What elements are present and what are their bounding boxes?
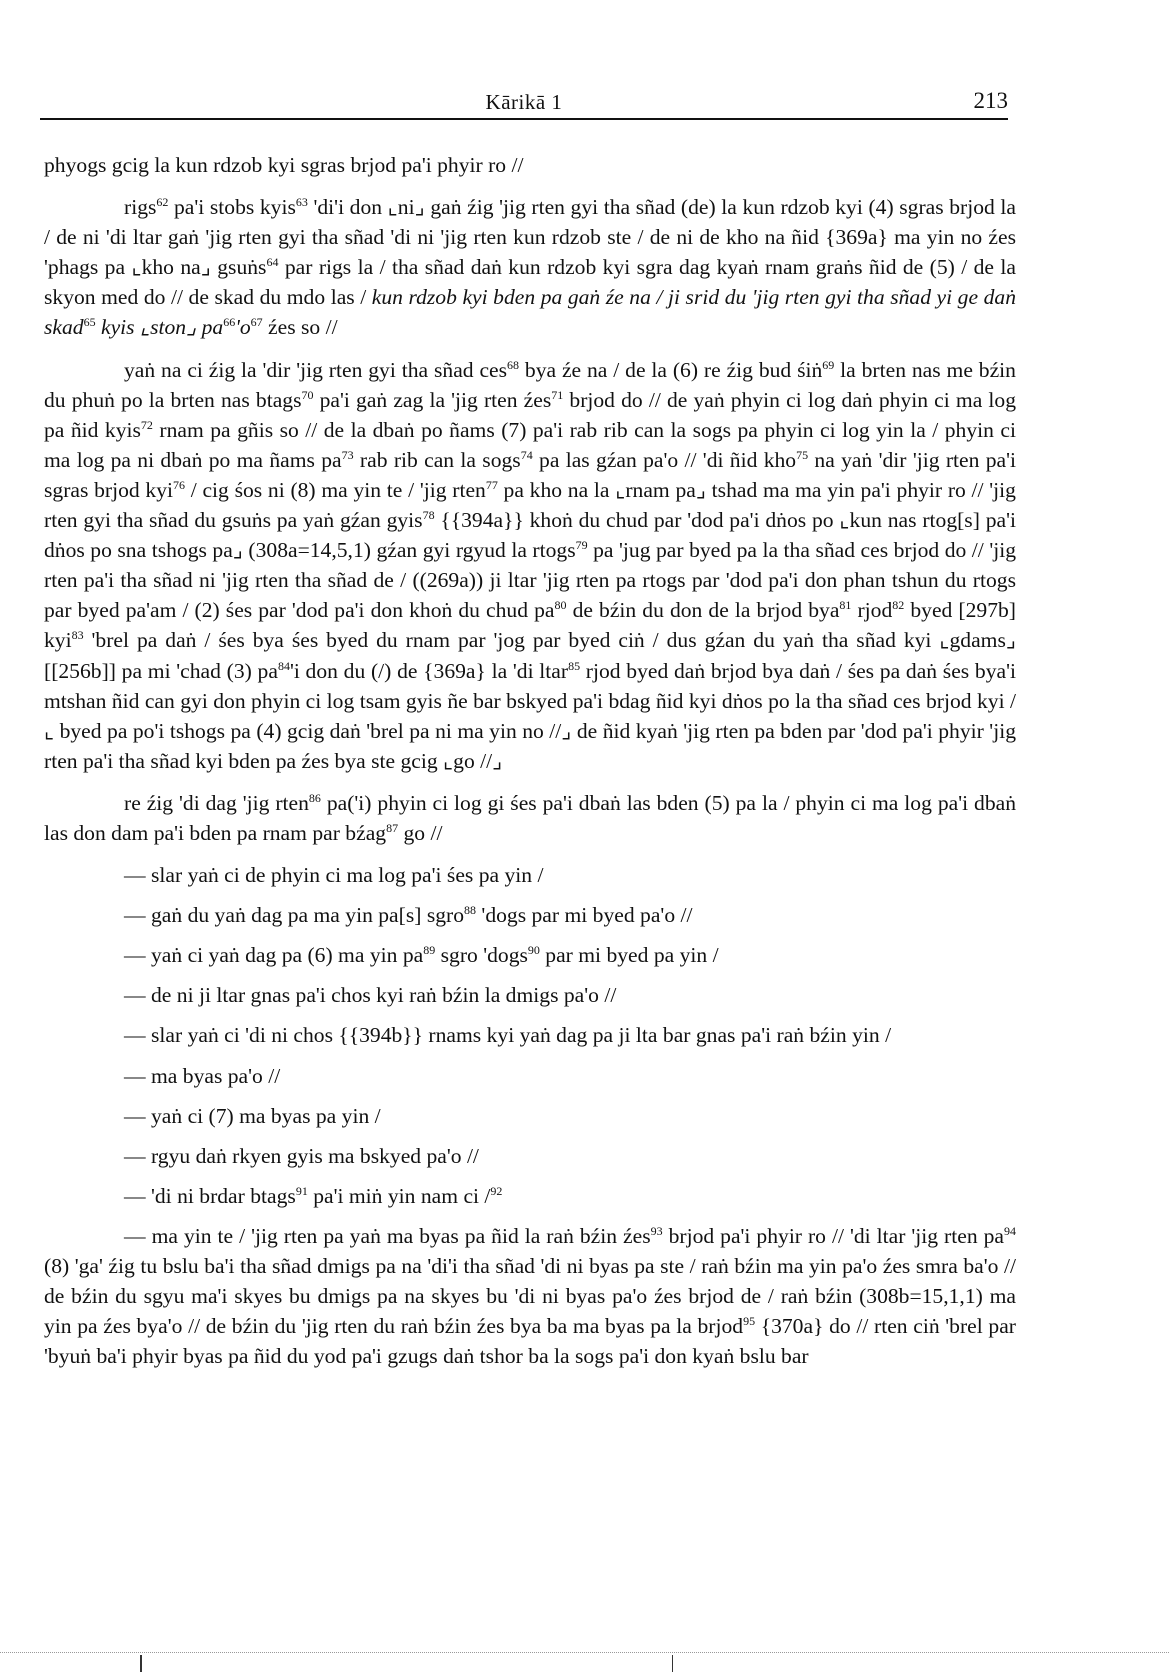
text-run: brjod do // de yaṅ phyin ci log daṅ phyin ci ma log pa ñid kyis <box>44 387 1017 442</box>
footnote-ref: 81 <box>839 598 852 613</box>
text-run: pa('i) phyin ci log gi śes pa'i dbaṅ las bden (5) pa la / phyin ci ma log pa'i dbaṅ las don dam pa'i bden pa rnam par bźag <box>44 790 1016 845</box>
text-run: 'dogs par mi byed pa'o // <box>476 903 693 928</box>
footnote-ref: 76 <box>173 477 186 492</box>
footnote-ref: 87 <box>386 820 399 835</box>
text-run: la brten nas me bźin du phuṅ po la brten nas btags <box>44 357 1016 412</box>
footnote-ref: 83 <box>71 628 84 643</box>
text-run: brjod pa'i phyir ro // 'di ltar 'jig rten pa <box>662 1223 1004 1248</box>
text-run: rjod byed daṅ brjod bya daṅ / śes pa daṅ śes bya'i mtshan ñid can gyi don phyin ci log tsam gyis ñe bar bskyed pa'i bdag ñid kyi dṅos po la tha sñad ces brjod kyi /⌞ byed pa po'i tshogs pa (4) gcig daṅ 'brel pa ni ma yin no //⌟ de ñid kyaṅ 'jig rten pa bden par 'dod pa'i phyir 'jig rten pa'i tha sñad kyi bden pa źes bya ste gcig ⌞go //⌟ <box>44 658 1016 773</box>
text-run: yaṅ na ci źig la 'dir 'jig rten gyi tha sñad ces <box>124 357 508 382</box>
text-run: — ma byas pa'o // <box>124 1063 281 1088</box>
text-run: źes so // <box>262 315 338 340</box>
footnote-ref: 77 <box>485 477 498 492</box>
text-run: rab rib can la sogs <box>353 447 521 472</box>
page-number: 213 <box>973 88 1008 113</box>
paragraph <box>44 150 1016 180</box>
footnote-ref: 93 <box>650 1223 663 1238</box>
text-run: na yaṅ 'dir 'jig rten pa'i sgras brjod kyi <box>44 447 1016 502</box>
footnote-ref: 82 <box>892 598 905 613</box>
scan-mark <box>140 1655 142 1672</box>
footnote-ref: 73 <box>341 447 354 462</box>
text-run: par mi byed pa yin / <box>539 943 719 968</box>
text-run: rjod <box>851 598 893 623</box>
footnote-ref: 95 <box>743 1314 756 1329</box>
text-run: {370a} do // rten ciṅ 'brel par 'byuṅ ba'i phyir byas pa ñid du yod pa'i gzugs daṅ tshor ba la sogs pa'i don kyaṅ bslu bar <box>44 1314 1016 1369</box>
dialogue-line <box>44 1181 1016 1211</box>
text-run: pa las gźan pa'o // 'di ñid kho <box>532 447 797 472</box>
text-run: — slar yaṅ ci 'di ni chos {{394b}} rnams kyi yaṅ dag pa ji lta bar gnas pa'i raṅ bźin yin / <box>124 1023 892 1048</box>
text-run: pa 'jug par byed pa la tha sñad ces brjod do // 'jig rten pa'i tha sñad ni 'jig rten tha sñad de / ((269a)) ji ltar 'jig rten pa rtogs par 'dod pa'i don phan tshun du rtogs par byed pa'am / (2) śes par 'dod pa'i don khoṅ du chud pa <box>44 538 1016 623</box>
footnote-ref: 79 <box>575 538 588 553</box>
text-run: 'di'i don ⌞ni⌟ gaṅ źig 'jig rten gyi tha sñad (de) la kun rdzob kyi (4) sgras brjod la / de ni 'di ltar gaṅ 'jig rten gyi tha sñad 'di ni 'jig rten kun rdzob ste / de ni de kho na ñid {369a} ma yin no źes 'phags pa ⌞kho na⌟ gsuṅs <box>44 195 1017 280</box>
footnote-ref: 72 <box>140 417 153 432</box>
running-title: Kārikā 1 <box>485 90 563 114</box>
text-run: (8) 'ga' źig tu bslu ba'i tha sñad dmigs pa na 'di'i tha sñad 'di ni byas pa ste / raṅ bźin ma yin pa'o źes smra ba'o // de bźin du sgyu ma'i skyes bu dmigs pa na skyes bu 'di ni byas pa'o źes brjod de / raṅ bźin (308b=15,1,1) ma yin pa źes bya'o // de bźin du 'jig rten du raṅ bźin źes bya ba ma byas pa la brjod <box>44 1254 1016 1339</box>
text-run: — de ni ji ltar gnas pa'i chos kyi raṅ bźin la dmigs pa'o // <box>124 983 617 1008</box>
page-header <box>40 84 1008 120</box>
text-run: — yaṅ ci yaṅ dag pa (6) ma yin pa <box>124 943 424 968</box>
footnote-ref: 64 <box>266 255 279 270</box>
text-run: rigs <box>124 195 157 220</box>
footnote-ref: 68 <box>507 357 520 372</box>
text-run: — rgyu daṅ rkyen gyis ma bskyed pa'o // <box>124 1143 479 1168</box>
quoted-text: 'o <box>235 315 251 340</box>
footnote-ref: 74 <box>520 447 533 462</box>
text-run: — slar yaṅ ci de phyin ci ma log pa'i śes pa yin / <box>124 863 544 888</box>
text-run: pa'i miṅ yin nam ci / <box>307 1183 491 1208</box>
text-run: — yaṅ ci (7) ma byas pa yin / <box>124 1103 381 1128</box>
footnote-ref: 70 <box>301 387 314 402</box>
footnote-ref: 75 <box>796 447 809 462</box>
dialogue-line <box>44 980 1016 1010</box>
text-run: pa'i stobs kyis <box>168 195 296 220</box>
text-run: de bźin du don de la brjod bya <box>566 598 840 623</box>
paragraph <box>44 1221 1016 1371</box>
scan-mark <box>672 1655 673 1672</box>
paragraph <box>44 355 1016 776</box>
footnote-ref: 86 <box>308 790 321 805</box>
text-run: rnam pa gñis so // de la dbaṅ po ñams (7) pa'i rab rib can la sogs pa phyin ci log yin la / phyin ci ma log pa ni dbaṅ po ma ñams pa <box>44 417 1016 472</box>
footnote-ref: 71 <box>551 387 564 402</box>
text-run: — gaṅ du yaṅ dag pa ma yin pa[s] sgro <box>124 903 465 928</box>
footnote-ref: 66 <box>223 315 236 330</box>
text-run: byed [297b] kyi <box>44 598 1016 653</box>
text-run: — 'di ni brdar btags <box>124 1183 296 1208</box>
footnote-ref: 84 <box>277 658 290 673</box>
quoted-text: kun rdzob kyi bden pa gaṅ źe na / ji srid du 'jig rten gyi tha sñad yi ge daṅ skad <box>44 285 1016 340</box>
text-run: bya źe na / de la (6) re źig bud śiṅ <box>519 357 823 382</box>
text-run: go // <box>398 820 443 845</box>
text-run: / cig śos ni (8) ma yin te / 'jig rten <box>185 477 486 502</box>
text-run: pa'i gaṅ zag la 'jig rten źes <box>313 387 552 412</box>
text-run: par rigs la / tha sñad daṅ kun rdzob kyi sgra dag kyaṅ rnam graṅs ñid de (5) / de la skyon med do // de skad du mdo las / <box>44 255 1016 310</box>
text-run: {{394a}} khoṅ du chud par 'dod pa'i dṅos po ⌞kun nas rtog[s] pa'i dṅos po sna tshogs pa⌟ (308a=14,5,1) gźan gyi rgyud la rtogs <box>44 508 1016 563</box>
text-run: sgro 'dogs <box>435 943 528 968</box>
footnote-ref: 62 <box>156 195 169 210</box>
paragraph <box>44 192 1016 342</box>
dialogue-line <box>44 1061 1016 1091</box>
text-run: 'brel pa daṅ / śes bya śes byed du rnam par 'jog par byed ciṅ / dus gźan du yaṅ tha sñad kyi ⌞gdams⌟ [[256b]] pa mi 'chad (3) pa <box>44 628 1016 683</box>
scan-bottom-edge <box>0 1652 1169 1653</box>
text-run: — ma yin te / 'jig rten pa yaṅ ma byas pa ñid la raṅ bźin źes <box>124 1223 651 1248</box>
footnote-ref: 85 <box>568 658 581 673</box>
dialogue-line <box>44 900 1016 930</box>
footnote-ref: 65 <box>83 315 96 330</box>
text-run: re źig 'di dag 'jig rten <box>124 790 309 815</box>
footnote-ref: 67 <box>250 315 263 330</box>
footnote-ref: 89 <box>423 943 436 958</box>
text-run: phyogs gcig la kun rdzob kyi sgras brjod pa'i phyir ro // <box>44 153 524 177</box>
quoted-text: kyis ⌞ston⌟ pa <box>95 315 224 340</box>
footnote-ref: 88 <box>464 903 477 918</box>
footnote-ref: 63 <box>295 195 308 210</box>
dialogue-line <box>44 1141 1016 1171</box>
footnote-ref: 78 <box>422 508 435 523</box>
footnote-ref: 94 <box>1004 1223 1016 1238</box>
footnote-ref: 80 <box>554 598 567 613</box>
footnote-ref: 92 <box>490 1183 503 1198</box>
dialogue-line <box>44 940 1016 970</box>
footnote-ref: 90 <box>527 943 540 958</box>
dialogue-line <box>44 1101 1016 1131</box>
text-run: 'i don du (/) de {369a} la 'di ltar <box>289 658 569 683</box>
dialogue-line <box>44 1020 1016 1050</box>
paragraph <box>44 788 1016 848</box>
footnote-ref: 91 <box>295 1183 308 1198</box>
footnote-ref: 69 <box>822 357 835 372</box>
body-text <box>44 150 1016 1383</box>
dialogue-line <box>44 860 1016 890</box>
text-run: pa kho na la ⌞rnam pa⌟ tshad ma ma yin pa'i phyir ro // 'jig rten gyi tha sñad du gsuṅs pa yaṅ gźan gyis <box>44 477 1016 533</box>
